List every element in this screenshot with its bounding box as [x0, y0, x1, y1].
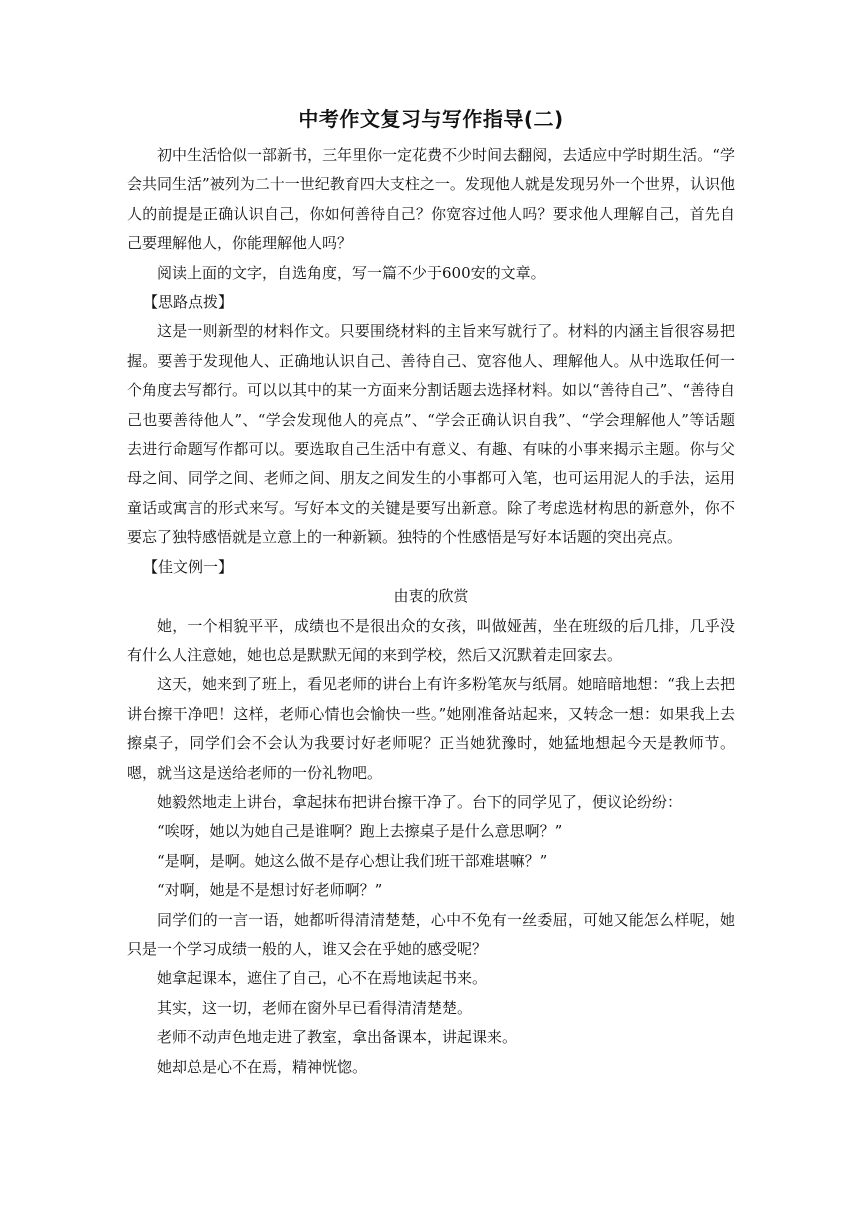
- document-body: [127, 101, 735, 1082]
- essay-dialogue: “对啊，她是不是想讨好老师啊？”: [157, 881, 383, 900]
- essay-paragraph: 她，一个相貌平平，成绩也不是很出众的女孩，叫做娅茜，坐在班级的后几排，几乎没有什么人注意她，她也总是默默无闻的来到学校，然后又沉默着走回家去。: [127, 616, 735, 664]
- prompt-paragraph: 初中生活恰似一部新书，三年里你一定花费不少时间去翻阅，去适应中学时期生活。“学会共同生活”被列为二十一世纪教育四大支柱之一。发现他人就是发现另外一个世界，认识他人的前提是正确认识自己，你如何善待自己？你宽容过他人吗？要求他人理解自己，首先自己要理解他人，你能理解他人吗？: [127, 146, 735, 253]
- essay-paragraph: 老师不动声色地走进了教室，拿出备课本，讲起课来。: [157, 1028, 518, 1047]
- essay-paragraph: 她毅然地走上讲台，拿起抹布把讲台擦干净了。台下的同学见了，便议论纷纷：: [157, 792, 683, 811]
- instruction-paragraph: 阅读上面的文字，自选角度，写一篇不少于600安的文章。: [157, 263, 546, 282]
- essay-dialogue: “是啊，是啊。她这么做不是存心想让我们班干部难堪嘛？”: [157, 851, 548, 870]
- essay-paragraph: 这天，她来到了班上，看见老师的讲台上有许多粉笔灰与纸屑。她暗暗地想：“我上去把讲台擦干净吧！这样，老师心情也会愉快一些。”她刚准备站起来，又转念一想：如果我上去擦桌子，同学们会不会认为我要讨好老师呢？正当她犹豫时，她猛地想起今天是教师节。嗯，就当这是送给老师的一份礼物吧。: [127, 675, 735, 782]
- essay-dialogue: “唉呀，她以为她自己是谁啊？跑上去擦桌子是什么意思啊？”: [157, 822, 563, 841]
- section-heading-hints: 【思路点拨】: [143, 293, 234, 312]
- essay-paragraph: 同学们的一言一语，她都听得清清楚楚，心中不免有一丝委屈，可她又能怎么样呢，她只是一个学习成绩一般的人，谁又会在乎她的感受呢？: [127, 910, 735, 958]
- essay-paragraph: 其实，这一切，老师在窗外早已看得清清楚楚。: [157, 998, 473, 1017]
- essay-paragraph: 她却总是心不在焉，精神恍惚。: [157, 1057, 368, 1076]
- document-title: 中考作文复习与写作指导(二): [298, 107, 564, 131]
- section-heading-example: 【佳文例一】: [143, 557, 234, 576]
- essay-paragraph: 她拿起课本，遮住了自己，心不在焉地读起书来。: [157, 969, 488, 988]
- hints-paragraph: 这是一则新型的材料作文。只要围绕材料的主旨来写就行了。材料的内涵主旨很容易把握。要善于发现他人、正确地认识自己、善待自己、宽容他人、理解他人。从中选取任何一个角度去写都行。可以以其中的某一方面来分割话题去选择材料。如以“善待自己”、“善待自己也要善待他人”、“学会发现他人的亮点”、“学会正确认识自我”、“学会理解他人”等话题去进行命题写作都可以。要选取自己生活中有意义、有趣、有味的小事来揭示主题。你与父母之间、同学之间、老师之间、朋友之间发生的小事都可入笔，也可运用泥人的手法，运用童话或寓言的形式来写。写好本文的关键是要写出新意。除了考虑选材构思的新意外，你不要忘了独特感悟就是立意上的一种新颖。独特的个性感悟是写好本话题的突出亮点。: [127, 322, 736, 547]
- essay-title: 由衷的欣赏: [393, 587, 469, 606]
